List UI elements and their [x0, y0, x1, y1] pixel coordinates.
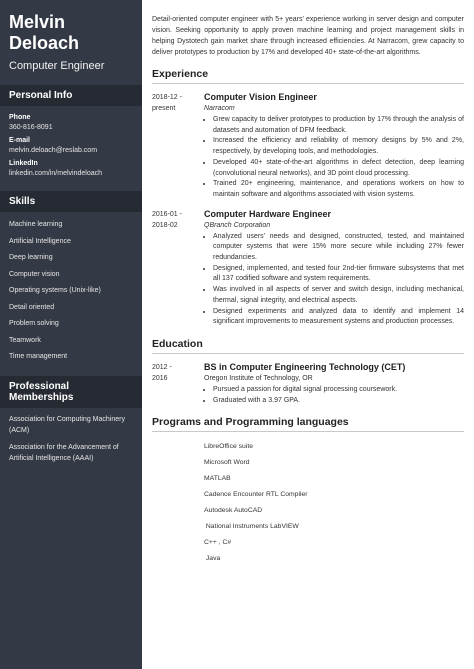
entry-dates: [152, 92, 204, 201]
bullet-list: [204, 232, 464, 328]
skill-item: Operating systems (Unix-like): [9, 287, 101, 294]
experience-entry: [152, 209, 464, 328]
education-entry: [152, 362, 464, 406]
job-title: Computer Engineer: [9, 60, 105, 72]
personal-info-heading: Personal Info: [0, 85, 142, 106]
bullet-item: • Grew capacity to deliver prototypes to production by 17% through the analysis of datasets and automation of DFM feedback.: [213, 115, 464, 136]
entry-date-start: 2016-01 - 2018-02: [152, 210, 182, 229]
skill-item: Problem solving: [9, 320, 59, 327]
entry-dates: [152, 209, 204, 328]
program-item: LibreOffice suite: [204, 443, 253, 451]
bullet-item: • Pursued a passion for digital signal processing coursework.: [213, 385, 464, 396]
skills-heading: Skills: [0, 191, 142, 212]
bullet-item: • Graduated with a 3.97 GPA.: [213, 396, 464, 407]
program-item: Autodesk AutoCAD: [204, 506, 263, 514]
bullet-item: • Designed experiments and analyzed data to identify and implement 14 significant improvements to measurement systems and production processes.: [213, 307, 464, 328]
linkedin-value: linkedin.com/in/melvindeloach: [9, 170, 102, 177]
skill-item: Teamwork: [9, 336, 41, 344]
summary-text: Detail-oriented computer engineer with 5+ years' experience working in server design and computer vision. Seeking opportunity to apply proven machine learning and project management skills in helping Dystotech gain market share through increased efficiencies. At Narracom, grew capacity to deliver prototypes to production by 17% and developed 40+ state-of-the-art algorithms.: [152, 16, 464, 56]
programs-heading: Programs and Programming languages: [152, 416, 464, 432]
job-title-entry: Computer Hardware Engineer: [204, 208, 332, 219]
bullet-list: [204, 385, 464, 406]
personal-info-block: [0, 114, 142, 177]
job-title-entry: Computer Vision Engineer: [204, 92, 317, 102]
bullet-item: • Trained 20+ engineering, maintenance, and operations workers on how to maintain software and algorithms associated with vision systems.: [213, 179, 464, 200]
program-item: MATLAB: [204, 475, 231, 483]
membership-item: Association for Computing Machinery (ACM): [9, 415, 125, 434]
email-value: melvin.deloach@reslab.com: [9, 147, 98, 154]
membership-item: Association for the Advancement of Artificial Intelligence (AAAI): [9, 443, 119, 462]
bullet-list: [204, 115, 464, 201]
skill-item: Artificial Intelligence: [9, 237, 71, 245]
main-content: [142, 0, 474, 669]
bullet-item: • Analyzed users' needs and designed, constructed, tested, and maintained computer systems that were 15% more secure while including 27% fewer redundancies.: [213, 232, 464, 264]
bullet-item: • Was involved in all aspects of server and switch design, including mechanical, thermal, signal integrity, and electrical aspects.: [213, 285, 464, 306]
degree-title: BS in Computer Engineering Technology (CET): [204, 361, 406, 372]
email-label: E-mail: [9, 137, 31, 144]
memberships-list: [0, 408, 142, 464]
program-item: Microsoft Word: [204, 459, 250, 467]
linkedin-label: LinkedIn: [9, 160, 38, 167]
entry-body: [204, 362, 464, 406]
skills-list: [0, 212, 142, 366]
skill-item: Computer vision: [9, 270, 60, 278]
school-name: Oregon Institute of Technology, OR: [204, 374, 313, 382]
experience-heading: Experience: [152, 68, 464, 84]
program-item: C++ , C#: [204, 538, 232, 546]
phone-value: 360-816-8091: [9, 124, 53, 131]
entry-body: [204, 92, 464, 201]
program-item: Cadence Encounter RTL Compiler: [204, 491, 308, 499]
skill-item: Time management: [9, 353, 68, 360]
experience-entry: [152, 92, 464, 201]
first-name: Melvin: [9, 12, 66, 32]
candidate-name: [0, 0, 142, 54]
education-dates: 2012 - 2016: [152, 363, 172, 382]
skill-item: Deep learning: [9, 254, 53, 261]
education-heading: Education: [152, 338, 464, 354]
memberships-heading: Professional Memberships: [0, 376, 142, 408]
sidebar: [0, 0, 142, 669]
programs-list: [152, 439, 464, 566]
company-name: QBranch Corporation: [204, 221, 271, 229]
bullet-item: • Developed 40+ state-of-the-art algorithms in defect detection, deep learning (convolutional neural networks), and 3D point cloud processing.: [213, 158, 464, 179]
program-item: Java: [204, 554, 221, 562]
company-name: Narracom: [204, 105, 235, 112]
bullet-item: • Increased the efficiency and reliability of memory designs by 5% and 2%, respectively, by developing tools, and methodologies.: [213, 136, 464, 157]
entry-date-start: 2018-12 - present: [152, 94, 182, 112]
entry-body: [204, 209, 464, 328]
program-item: National Instruments LabVIEW: [204, 522, 299, 530]
phone-label: Phone: [9, 114, 31, 121]
skill-item: Machine learning: [9, 221, 63, 228]
skill-item: Detail oriented: [9, 303, 55, 311]
bullet-item: • Designed, implemented, and tested four 2nd-tier firmware subsystems that met all 137 codified software and system requirements.: [213, 264, 464, 285]
last-name: Deloach: [9, 33, 80, 53]
